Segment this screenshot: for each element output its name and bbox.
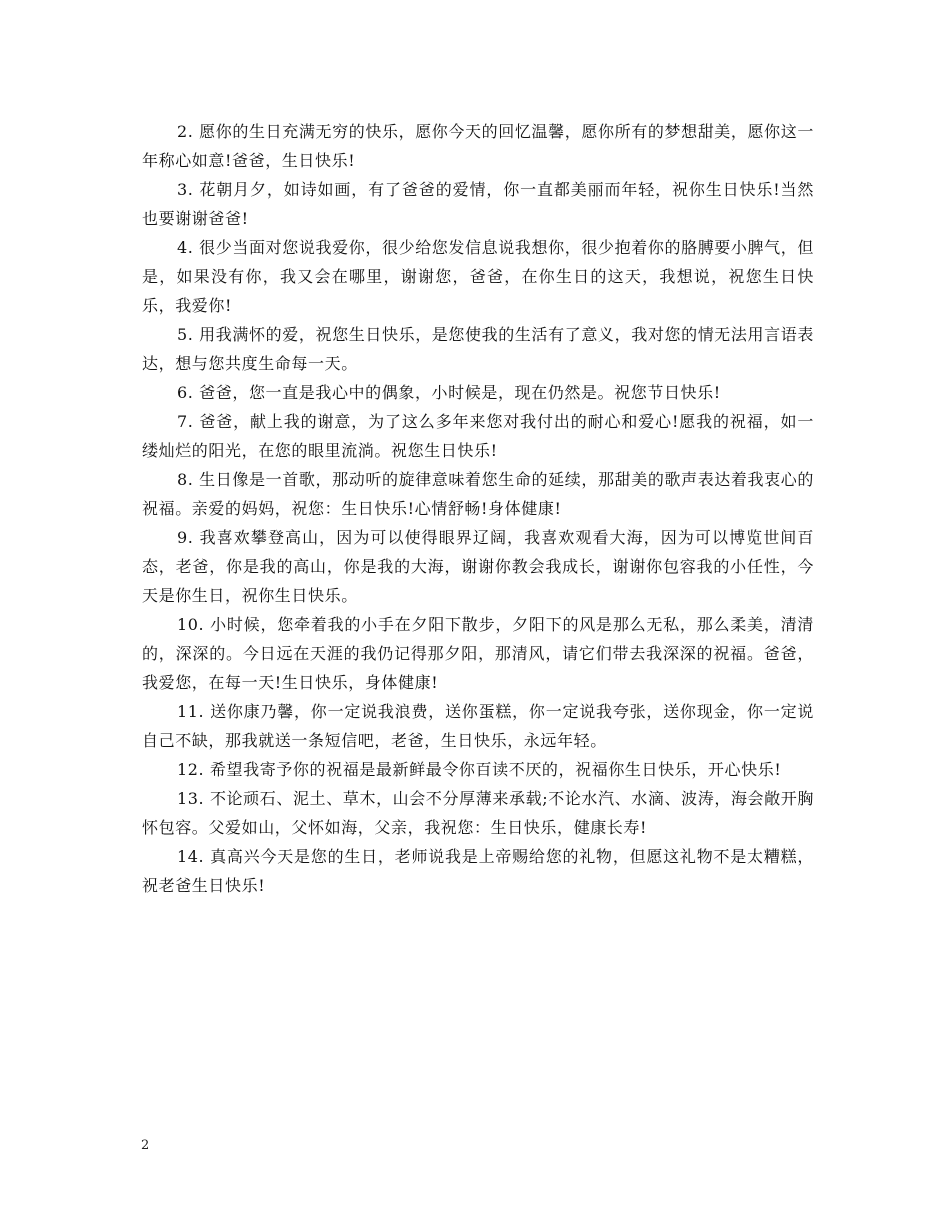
paragraph-5: 5. 用我满怀的爱，祝您生日快乐，是您使我的生活有了意义，我对您的情无法用言语表达，想与您共度生命每一天。 [142,325,814,373]
paragraph-11: 11. 送你康乃馨，你一定说我浪费，送你蛋糕，你一定说我夸张，送你现金，你一定说自己不缺，那我就送一条短信吧，老爸，生日快乐，永远年轻。 [142,702,814,750]
paragraph-6: 6. 爸爸，您一直是我心中的偶象，小时候是，现在仍然是。祝您节日快乐! [177,383,721,402]
paragraph-14: 14. 真高兴今天是您的生日，老师说我是上帝赐给您的礼物，但愿这礼物不是太糟糕，祝老爸生日快乐! [142,847,814,895]
page-number: 2 [141,1138,150,1153]
paragraph-12: 12. 希望我寄予你的祝福是最新鲜最令你百读不厌的，祝福你生日快乐，开心快乐! [177,760,782,779]
paragraph-13: 13. 不论顽石、泥土、草木，山会不分厚薄来承载;不论水汽、水滴、波涛，海会敞开胸怀包容。父爱如山，父怀如海，父亲，我祝您：生日快乐，健康长寿! [142,789,814,837]
page-body [142,117,814,900]
paragraph-9: 9. 我喜欢攀登高山，因为可以使得眼界辽阔，我喜欢观看大海，因为可以博览世间百态，老爸，你是我的高山，你是我的大海，谢谢你教会我成长，谢谢你包容我的小任性，今天是你生日，祝你生日快乐。 [142,528,814,605]
paragraph-8: 8. 生日像是一首歌，那动听的旋律意味着您生命的延续，那甜美的歌声表达着我衷心的祝福。亲爱的妈妈，祝您：生日快乐!心情舒畅!身体健康! [142,470,814,518]
paragraph-10: 10. 小时候，您牵着我的小手在夕阳下散步，夕阳下的风是那么无私，那么柔美，清清的，深深的。今日远在天涯的我仍记得那夕阳，那清风，请它们带去我深深的祝福。爸爸，我爱您，在每一天!生日快乐，身体健康! [142,615,814,692]
paragraph-4: 4. 很少当面对您说我爱你，很少给您发信息说我想你，很少抱着你的胳膊要小脾气，但是，如果没有你，我又会在哪里，谢谢您，爸爸，在你生日的这天，我想说，祝您生日快乐，我爱你! [142,238,814,315]
paragraph-3: 3. 花朝月夕，如诗如画，有了爸爸的爱情，你一直都美丽而年轻，祝你生日快乐!当然也要谢谢爸爸! [142,180,814,228]
paragraph-7: 7. 爸爸，献上我的谢意，为了这么多年来您对我付出的耐心和爱心!愿我的祝福，如一缕灿烂的阳光，在您的眼里流淌。祝您生日快乐! [142,412,814,460]
paragraph-2: 2. 愿你的生日充满无穷的快乐，愿你今天的回忆温馨，愿你所有的梦想甜美，愿你这一年称心如意!爸爸，生日快乐! [142,122,814,170]
